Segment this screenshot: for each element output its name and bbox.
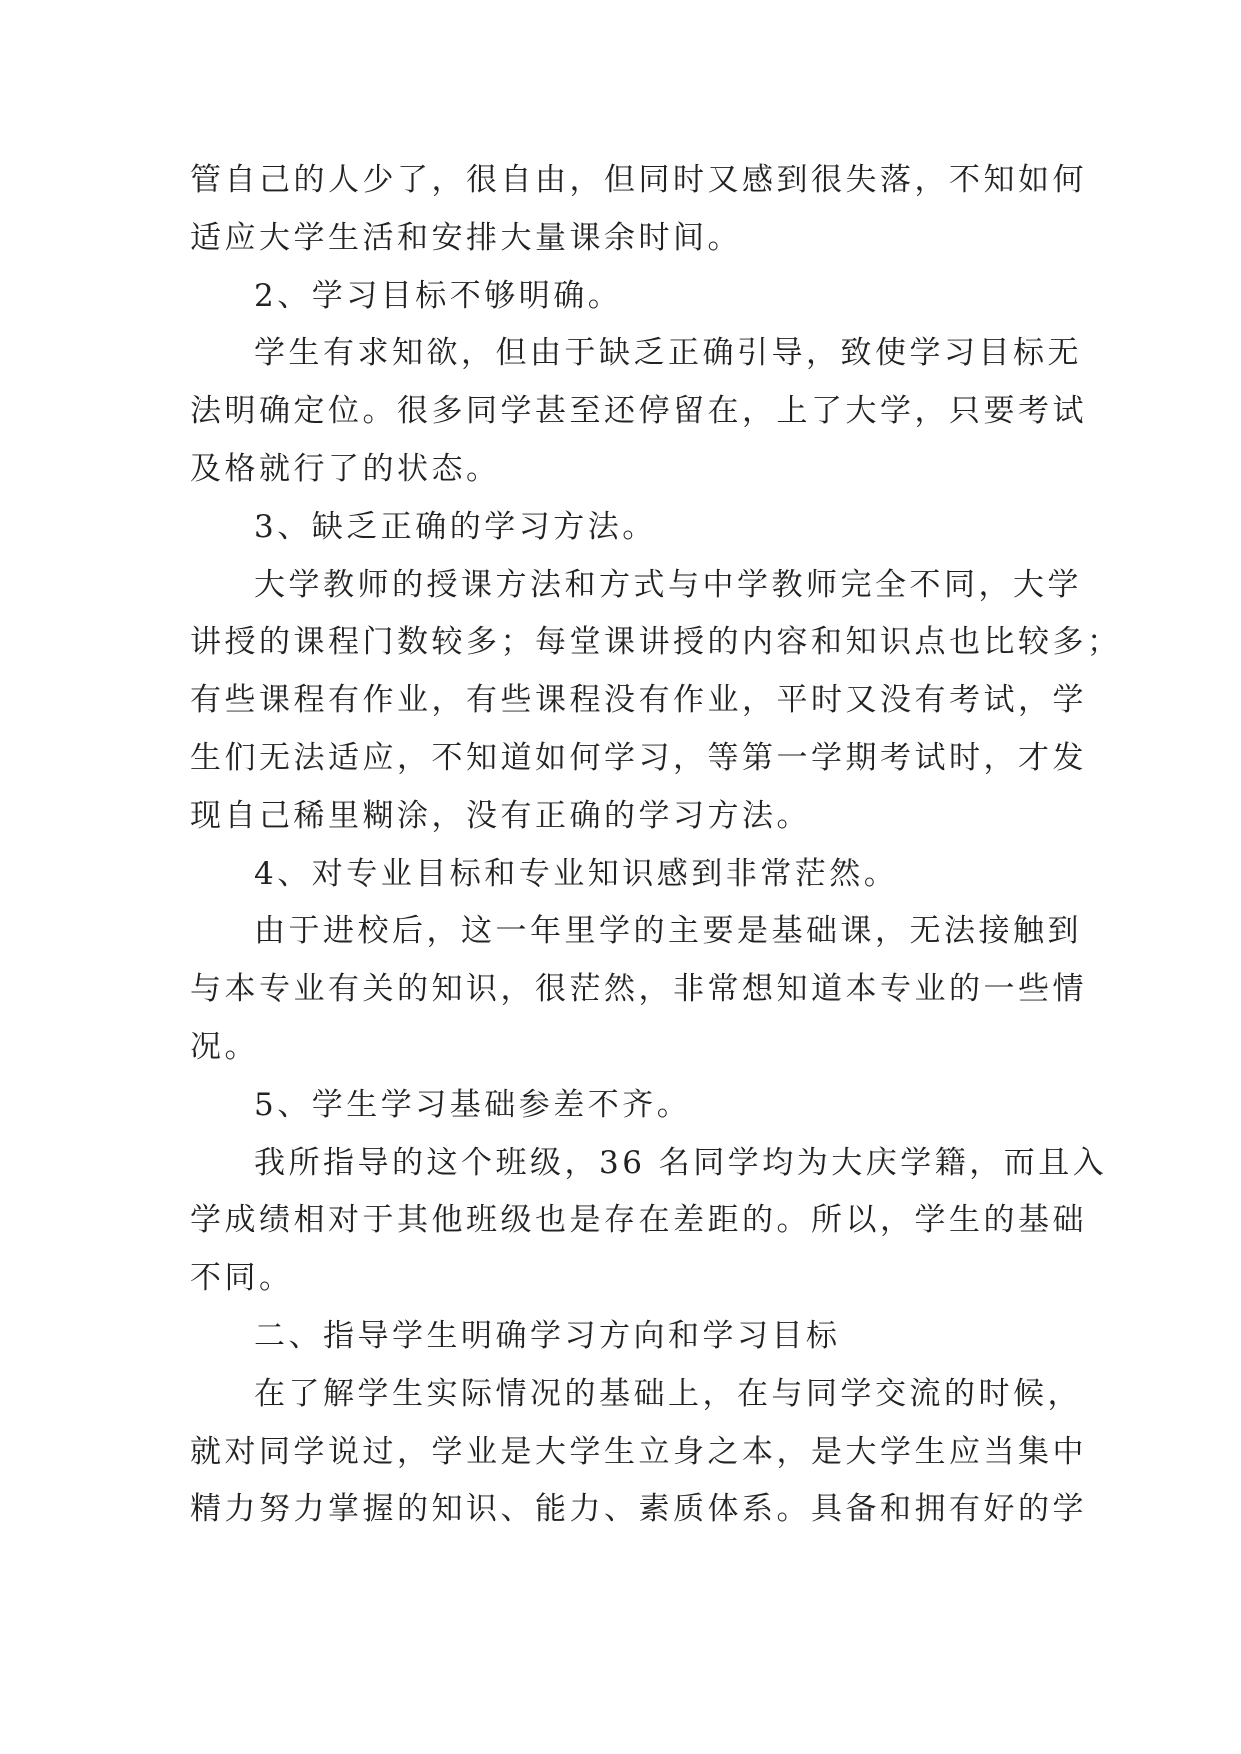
text-line: 适应大学生活和安排大量课余时间。: [190, 219, 742, 256]
section-heading: 3、缺乏正确的学习方法。: [254, 508, 657, 545]
text-line: 与本专业有关的知识，很茫然，非常想知道本专业的一些情: [190, 971, 1087, 1008]
section-heading: 2、学习目标不够明确。: [254, 277, 623, 314]
text-line: 法明确定位。很多同学甚至还停留在，上了大学，只要考试: [190, 393, 1087, 430]
text-line: 管自己的人少了，很自由，但同时又感到很失落，不知如何: [190, 162, 1087, 198]
text-line: 及格就行了的状态。: [190, 450, 501, 487]
text-line: 讲授的课程门数较多；每堂课讲授的内容和知识点也比较多；: [190, 624, 1122, 661]
text-line: 学生有求知欲，但由于缺乏正确引导，致使学习目标无: [254, 335, 1082, 372]
text-line: 在了解学生实际情况的基础上，在与同学交流的时候，: [254, 1375, 1082, 1412]
text-line: 由于进校后，这一年里学的主要是基础课，无法接触到: [254, 913, 1082, 950]
text-line: 不同。: [190, 1260, 294, 1297]
text-line: 就对同学说过，学业是大学生立身之本，是大学生应当集中: [190, 1433, 1087, 1470]
section-heading: 5、学生学习基础参差不齐。: [254, 1086, 692, 1123]
text-line: 生们无法适应，不知道如何学习，等第一学期考试时，才发: [190, 739, 1087, 776]
text-line: 我所指导的这个班级，36 名同学均为大庆学籍，而且入: [254, 1144, 1108, 1181]
body-text: [190, 152, 1122, 1539]
text-line: 精力努力掌握的知识、能力、素质体系。具备和拥有好的学: [190, 1491, 1087, 1528]
text-line: 现自己稀里糊涂，没有正确的学习方法。: [190, 797, 811, 834]
text-line: 有些课程有作业，有些课程没有作业，平时又没有考试，学: [190, 682, 1087, 719]
text-line: 学成绩相对于其他班级也是存在差距的。所以，学生的基础: [190, 1202, 1087, 1239]
text-line: 大学教师的授课方法和方式与中学教师完全不同，大学: [254, 566, 1082, 603]
text-line: 况。: [190, 1028, 259, 1065]
section-heading: 4、对专业目标和专业知识感到非常茫然。: [254, 855, 899, 892]
section-heading: 二、指导学生明确学习方向和学习目标: [254, 1317, 841, 1354]
